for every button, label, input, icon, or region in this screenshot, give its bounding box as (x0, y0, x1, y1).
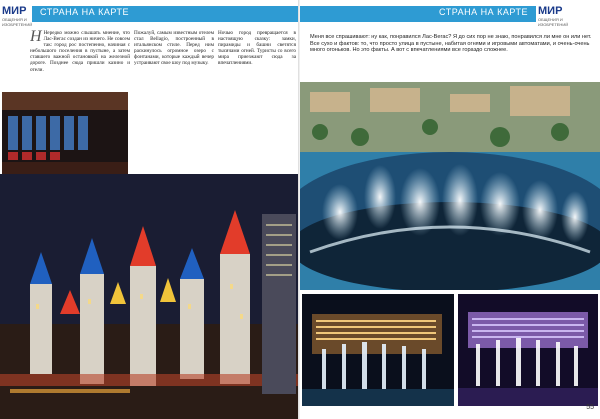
column-1-text: Нередко можно слышать мнение, что Лас-Вегас создан из ничего. Не совсем так: город рос постепенно, начиная с небольшого поселения в пустыне, а затем ставшего важной остановкой на железной дороге. Позднее сюда пришли казино и отели. (30, 30, 130, 73)
section-header-right: СТРАНА НА КАРТЕ (439, 7, 528, 17)
page-number: 55 (586, 404, 594, 411)
fountain-night-photo-1 (302, 294, 454, 406)
right-page (300, 0, 600, 419)
castle-night-image (0, 174, 300, 419)
intro-paragraph: Меня все спрашивают: ну как, понравился Лас-Вегас? Я до сих пор не знаю, понравился ли мне он или нет. Все сухо и фактов: то, что просто улица в пустыне, набитая огнями и игровыми автоматами, и очень-очень много огоньков. Но это факты. А вот с впечатлениями все гораздо сложнее. (310, 34, 592, 53)
section-header: СТРАНА НА КАРТЕ (40, 7, 129, 17)
section-header-bar (32, 6, 298, 22)
logo-main-right: МИР (538, 5, 563, 17)
drop-cap: Н (30, 30, 42, 45)
fountain-night-photo-2 (458, 294, 598, 406)
bellagio-fountains-photo (300, 82, 600, 290)
logo-sub-right: ОБЩЕНИЯ И ИЗОБРЕТЕНИЙ (538, 17, 569, 27)
fountain-night-image-2 (458, 294, 598, 406)
logo-sub: ОБЩЕНИЯ И ИЗОБРЕТЕНИЙ (2, 17, 33, 27)
logo-main: МИР (2, 5, 27, 17)
magazine-logo-right (538, 5, 568, 27)
slot-machines-photo (2, 92, 128, 176)
text-column-2: Пожалуй, самым известным отелем стал Bellagio, построенный в итальянском стиле. Перед ним раскинулось огромное озеро с фонтанами, которые каждый вечер устраивают свое шоу под музыку. (134, 30, 214, 67)
excalibur-castle-photo (0, 174, 300, 419)
fountain-night-image-1 (302, 294, 454, 406)
magazine-logo (2, 5, 32, 27)
text-column-3: Ночью город превращается в настоящую сказку: замки, пирамиды и башни светятся тысячами огней. Туристы со всего мира приезжают сюда за впечатлениями. (218, 30, 296, 67)
bellagio-aerial-image (300, 82, 600, 290)
slot-machines-image (2, 92, 128, 176)
section-header-bar-right (300, 6, 536, 22)
